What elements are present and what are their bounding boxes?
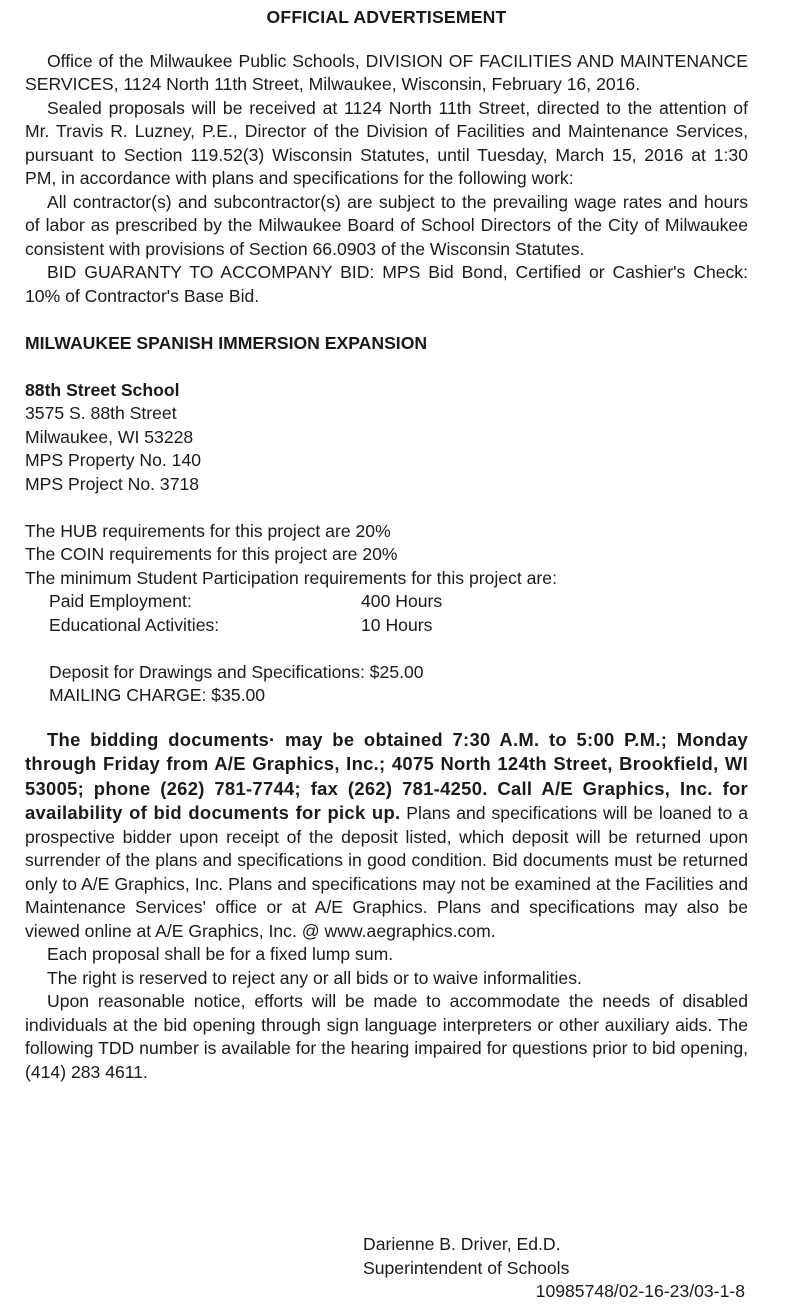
educational-activities-label: Educational Activities: (49, 614, 220, 635)
school-street: 3575 S. 88th Street (25, 403, 177, 423)
intro-paragraph-office: Office of the Milwaukee Public Schools, DIVISION OF FACILITIES AND MAINTENANCE SERVICES, 1124 North 11th Street, Milwaukee, Wisconsin, February 16, 2016. (25, 50, 748, 94)
hub-requirement: The HUB requirements for this project are 20% (25, 520, 391, 541)
right-reserved-line: The right is reserved to reject any or all bids or to waive informalities. (47, 967, 582, 988)
property-number: MPS Property No. 140 (25, 450, 202, 470)
student-participation: The minimum Student Participation requirements for this project are: (25, 567, 557, 588)
project-heading: MILWAUKEE SPANISH IMMERSION EXPANSION (25, 332, 428, 353)
bidding-documents-bold-text: The bidding documents· may be obtained 7:30 A.M. to 5:00 P.M.; Monday through Friday from A/E Graphics, Inc.; 4075 North 124th Street, Brookfield, WI 53005; phone (262) 781-7744; fax (262) 781-4250. Call A/E Graphics, Inc. for availability of bid documents for pick up. (25, 728, 748, 823)
bidding-documents-text: Plans and specifications will be loaned to a prospective bidder upon receipt of the deposit listed, which deposit will be returned upon surrender of the plans and specifications in good condition. Bid documents must be returned only to A/E Graphics, Inc. Plans and specifications may not be examined at the Facilities and Maintenance Services' office or at A/E Graphics. Plans and specifications may also be viewed online at A/E Graphics, Inc. @ www.aegraphics.com. (25, 803, 748, 941)
paid-employment-value: 400 Hours (361, 591, 443, 611)
signature-block (363, 1233, 745, 1304)
reference-number: 10985748/02-16-23/03-1-8 (535, 1281, 745, 1301)
intro-paragraph-bid-guaranty: BID GUARANTY TO ACCOMPANY BID: MPS Bid Bond, Certified or Cashier's Check: 10% of Contractor's Base Bid. (25, 262, 748, 306)
advertisement-page (0, 6, 800, 1308)
paid-employment-label: Paid Employment: (49, 591, 192, 611)
signature-name: Darienne B. Driver, Ed.D. (363, 1234, 561, 1254)
bidding-documents-paragraph (25, 728, 748, 944)
signature-role: Superintendent of Schools (363, 1257, 570, 1278)
project-number: MPS Project No. 3718 (25, 473, 200, 494)
intro-paragraph-wages: All contractor(s) and subcontractor(s) are subject to the prevailing wage rates and hours of labor as prescribed by the Milwaukee Board of School Directors of the City of Milwaukee consistent with provisions of Section 66.0903 of the Wisconsin Statutes. (25, 191, 748, 259)
accessibility-paragraph: Upon reasonable notice, efforts will be made to accommodate the needs of disabled individuals at the bid opening through sign language interpreters or other auxiliary aids. The following TDD number is available for the hearing impaired for questions prior to bid opening, (414) 283 4611. (25, 991, 748, 1082)
mailing-charge-line: MAILING CHARGE: $35.00 (49, 685, 266, 705)
educational-activities-row (25, 614, 748, 638)
educational-activities-value: 10 Hours (361, 614, 433, 635)
deposit-line: Deposit for Drawings and Specifications: $25.00 (49, 661, 424, 682)
school-city: Milwaukee, WI 53228 (25, 426, 194, 447)
coin-requirement: The COIN requirements for this project are 20% (25, 544, 398, 564)
school-name: 88th Street School (25, 379, 180, 400)
paid-employment-row (25, 590, 748, 614)
lump-sum-line: Each proposal shall be for a fixed lump sum. (47, 944, 394, 964)
page-title: OFFICIAL ADVERTISEMENT (266, 7, 507, 27)
intro-paragraph-proposals: Sealed proposals will be received at 1124 North 11th Street, directed to the attention of Mr. Travis R. Luzney, P.E., Director of the Division of Facilities and Maintenance Services, pursuant to Section 119.52(3) Wisconsin Statutes, until Tuesday, March 15, 2016 at 1:30 PM, in accordance with plans and specifications for the following work: (25, 97, 748, 188)
